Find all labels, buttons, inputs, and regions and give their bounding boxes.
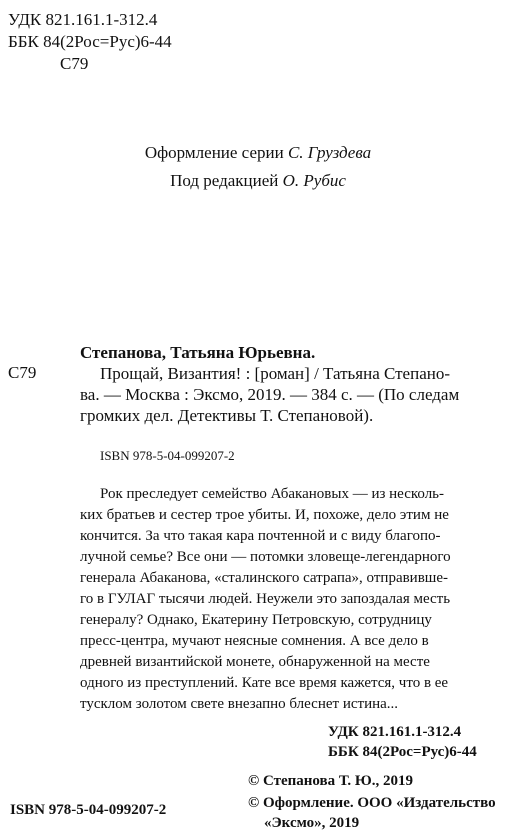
editor-credit (0, 171, 516, 191)
series-design-label: Оформление серии (144, 143, 288, 162)
catalog-line: ва. — Москва : Эксмо, 2019. — 384 с. — (По следам (80, 385, 460, 404)
header-bbk: ББК 84(2Рос=Рус)6-44 (8, 32, 172, 51)
annotation-line: генералу? Однако, Екатерину Петровскую, сотрудницу (80, 612, 432, 628)
editor-name: О. Рубис (282, 171, 346, 190)
copyright-design-line2: «Эксмо», 2019 (264, 815, 360, 831)
editor-label: Под редакцией (170, 171, 283, 190)
annotation-line: лучной семье? Все они — потомки зловеще-легендарного (80, 549, 451, 565)
catalog-isbn: ISBN 978-5-04-099207-2 (100, 448, 235, 463)
annotation-line: древней византийской монете, обнаруженной на месте (80, 654, 430, 670)
catalog-line: Прощай, Византия! : [роман] / Татьяна Степано- (100, 364, 450, 383)
annotation-line: генерала Абаканова, «сталинского сатрапа», отправивше- (80, 570, 448, 586)
catalog-author: Степанова, Татьяна Юрьевна. (80, 343, 316, 362)
catalog-line: громких дел. Детективы Т. Степановой). (80, 406, 374, 425)
classification-udk: УДК 821.161.1-312.4 (328, 724, 462, 740)
copyright-author: © Степанова Т. Ю., 2019 (248, 773, 414, 789)
copyright-design-line1: © Оформление. ООО «Издательство (248, 795, 496, 811)
annotation-line: тусклом золотом свете внезапно блеснет истина... (80, 696, 399, 712)
header-udk: УДК 821.161.1-312.4 (8, 10, 158, 29)
annotation-line: го в ГУЛАГ тысячи людей. Неужели это запоздалая месть (80, 591, 451, 607)
catalog-card (80, 342, 508, 426)
annotation-line: пресс-центра, мучают неясные сомнения. А все дело в (80, 633, 429, 649)
annotation-line: одного из преступлений. Кате все время кажется, что в ее (80, 675, 449, 691)
footer-isbn: ISBN 978-5-04-099207-2 (10, 802, 167, 818)
annotation (80, 484, 508, 715)
annotation-line: кончится. За что такая кара почтенной и с виду благопо- (80, 528, 441, 544)
series-design-name: С. Груздева (287, 143, 372, 162)
classification-bbk: ББК 84(2Рос=Рус)6-44 (328, 744, 477, 760)
annotation-line: Рок преследует семейство Абакановых — из несколь- (100, 486, 445, 502)
series-design-credit (0, 143, 516, 163)
catalog-author-code: С79 (8, 363, 37, 382)
annotation-line: ких братьев и сестер трое убиты. И, похоже, дело этим не (80, 507, 449, 523)
header-author-code: С79 (60, 54, 89, 73)
